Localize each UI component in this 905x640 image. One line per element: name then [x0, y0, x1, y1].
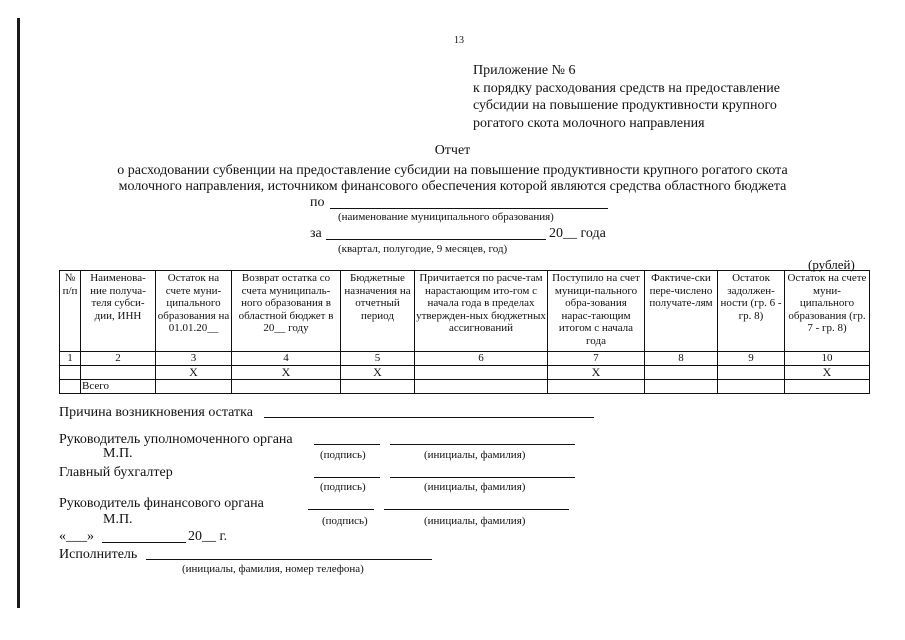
total-cell[interactable] — [156, 380, 232, 394]
executor-label: Исполнитель — [59, 547, 138, 562]
report-subtitle-line-2: молочного направления, источником финансового обеспечения которой являются средства областного бюджета — [118, 179, 787, 194]
column-number: 3 — [156, 352, 232, 366]
total-cell[interactable] — [415, 380, 548, 394]
header-cell: Остаток на счете муни-ципального образования на 01.01.20__ — [156, 271, 232, 352]
head-authorized-label: Руководитель уполномоченного органа — [59, 432, 293, 447]
column-number: 8 — [645, 352, 718, 366]
date-month-field[interactable] — [102, 542, 186, 543]
total-cell[interactable] — [232, 380, 341, 394]
municipality-caption: (наименование муниципального образования) — [338, 211, 554, 223]
appendix-line: рогатого скота молочного направления — [473, 115, 705, 131]
column-number: 2 — [81, 352, 156, 366]
signature-caption: (подпись) — [322, 515, 368, 527]
reason-field[interactable] — [264, 417, 594, 418]
header-cell: № п/п — [60, 271, 81, 352]
total-cell[interactable] — [60, 380, 81, 394]
appendix-line: к порядку расходования средств на предоставление — [473, 80, 781, 96]
column-number: 9 — [718, 352, 785, 366]
head-finance-name-field[interactable] — [384, 509, 569, 510]
head-finance-label: Руководитель финансового органа — [59, 496, 264, 511]
year-text: 20__ года — [549, 226, 606, 241]
period-caption: (квартал, полугодие, 9 месяцев, год) — [338, 243, 508, 255]
header-cell: Поступило на счет муници-пального обра-зования нарас-тающим итогом с начала года — [548, 271, 645, 352]
total-cell[interactable] — [341, 380, 415, 394]
table-cell[interactable] — [60, 366, 81, 380]
units-label: (рублей) — [808, 257, 855, 272]
header-cell: Остаток задолжен-ности (гр. 6 - гр. 8) — [718, 271, 785, 352]
total-cell[interactable] — [718, 380, 785, 394]
name-caption: (инициалы, фамилия) — [424, 449, 526, 461]
po-label: по — [310, 195, 325, 210]
date-year: 20__ г. — [188, 529, 228, 544]
name-caption: (инициалы, фамилия) — [424, 481, 526, 493]
header-cell: Причитается по расче-там нарастающим ито-гом с начала года в пределах утвержден-ных бюджетных ассигнований — [415, 271, 548, 352]
column-number: 10 — [785, 352, 870, 366]
chief-accountant-name-field[interactable] — [390, 477, 575, 478]
table-cell[interactable]: X — [785, 366, 870, 380]
signature-caption: (подпись) — [320, 449, 366, 461]
column-number: 6 — [415, 352, 548, 366]
column-number: 5 — [341, 352, 415, 366]
scan-edge-bar — [17, 18, 20, 608]
table-cell[interactable] — [415, 366, 548, 380]
report-title: Отчет — [434, 143, 471, 158]
table-cell[interactable]: X — [156, 366, 232, 380]
executor-caption: (инициалы, фамилия, номер телефона) — [182, 563, 364, 575]
table-cell[interactable]: X — [341, 366, 415, 380]
name-caption: (инициалы, фамилия) — [424, 515, 526, 527]
report-table — [59, 270, 870, 394]
reason-label: Причина возникновения остатка — [59, 405, 253, 420]
column-number: 7 — [548, 352, 645, 366]
header-cell: Возврат остатка со счета муниципаль-ного образования в областной бюджет в 20__ году — [232, 271, 341, 352]
table-cell[interactable] — [718, 366, 785, 380]
total-cell[interactable] — [645, 380, 718, 394]
municipality-field[interactable] — [330, 208, 608, 209]
executor-field[interactable] — [146, 559, 432, 560]
table-cell[interactable] — [645, 366, 718, 380]
total-cell[interactable] — [785, 380, 870, 394]
stamp-label: М.П. — [103, 512, 133, 527]
head-finance-signature-field[interactable] — [308, 509, 374, 510]
header-cell: Фактиче-ски пере-числено получате-лям — [645, 271, 718, 352]
header-cell: Остаток на счете муни-ципального образования (гр. 7 - гр. 8) — [785, 271, 870, 352]
chief-accountant-label: Главный бухгалтер — [59, 465, 173, 480]
table-cell[interactable]: X — [548, 366, 645, 380]
column-number: 1 — [60, 352, 81, 366]
total-cell[interactable] — [548, 380, 645, 394]
table-cell[interactable] — [81, 366, 156, 380]
header-cell: Бюджетные назначения на отчетный период — [341, 271, 415, 352]
table-cell[interactable]: X — [232, 366, 341, 380]
date-day: «___» — [59, 529, 94, 544]
page-number: 13 — [454, 35, 464, 46]
appendix-block — [473, 62, 780, 132]
header-cell: Наименова-ние получа-теля субси-дии, ИНН — [81, 271, 156, 352]
report-subtitle-line-1: о расходовании субвенции на предоставление субсидии на повышение продуктивности крупного рогатого скота — [117, 163, 788, 178]
period-field[interactable] — [326, 239, 546, 240]
stamp-label: М.П. — [103, 446, 133, 461]
appendix-line: субсидии на повышение продуктивности крупного — [473, 98, 777, 113]
head-authorized-name-field[interactable] — [390, 444, 575, 445]
signature-caption: (подпись) — [320, 481, 366, 493]
chief-accountant-signature-field[interactable] — [314, 477, 380, 478]
column-number: 4 — [232, 352, 341, 366]
appendix-title: Приложение № 6 — [473, 63, 576, 78]
head-authorized-signature-field[interactable] — [314, 444, 380, 445]
total-label: Всего — [81, 380, 156, 394]
za-label: за — [310, 226, 322, 241]
